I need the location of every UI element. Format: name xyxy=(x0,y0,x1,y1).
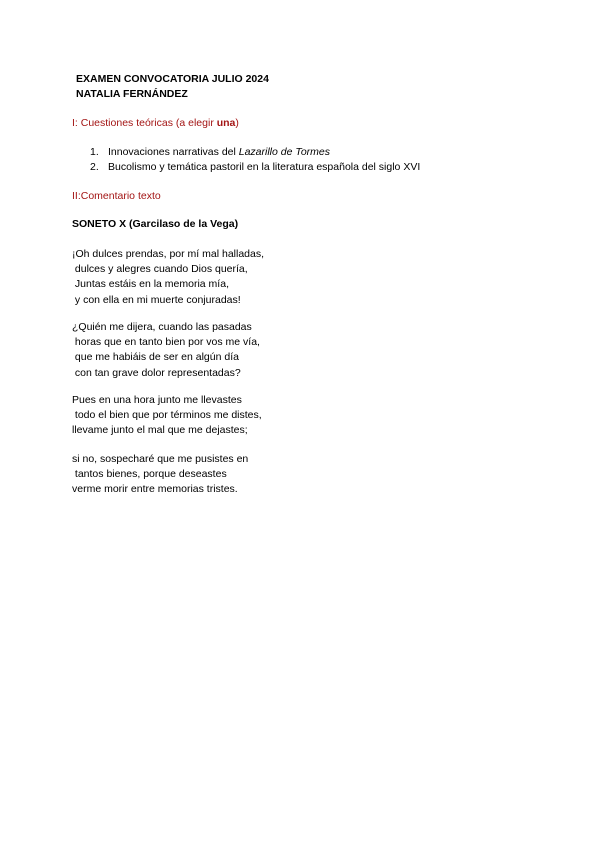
poem-stanza xyxy=(72,452,248,498)
section1-prefix: I: Cuestiones teóricas (a elegir xyxy=(72,117,217,129)
exam-header xyxy=(76,72,269,101)
section1-emphasis: una xyxy=(216,117,236,129)
list-item-number: 2. xyxy=(90,161,99,173)
list-item-text: Bucolismo y temática pastoril en la literatura española del siglo XVI xyxy=(108,161,421,173)
poem-stanza xyxy=(72,320,260,381)
poem-line: ¡Oh dulces prendas, por mí mal halladas, xyxy=(72,248,265,260)
list-item-text: Innovaciones narrativas del xyxy=(108,146,239,158)
question-list xyxy=(90,145,420,175)
poem-line: que me habiáis de ser en algún día xyxy=(72,351,239,364)
student-name: NATALIA FERNÁNDEZ xyxy=(76,87,188,100)
poem-line: llevame junto el mal que me dejastes; xyxy=(72,424,248,437)
section1-suffix: ) xyxy=(235,117,239,129)
poem-stanza xyxy=(72,247,264,308)
poem-line: todo el bien que por términos me distes, xyxy=(72,409,262,422)
poem-line: Pues en una hora junto me llevastes xyxy=(72,394,242,406)
poem-title: SONETO X (Garcilaso de la Vega) xyxy=(72,218,239,230)
list-item-italic-title: Lazarillo de Tormes xyxy=(238,146,330,158)
poem-line: con tan grave dolor representadas? xyxy=(72,366,241,379)
poem-line: ¿Quién me dijera, cuando las pasadas xyxy=(72,321,252,333)
section-theoretical-questions xyxy=(72,117,239,129)
exam-title: EXAMEN CONVOCATORIA JULIO 2024 xyxy=(76,73,269,85)
poem-line: horas que en tanto bien por vos me vía, xyxy=(72,336,260,349)
list-item-number: 1. xyxy=(90,146,99,158)
poem-line: dulces y alegres cuando Dios quería, xyxy=(72,263,248,276)
section-text-commentary: II:Comentario texto xyxy=(72,190,161,202)
poem-stanza xyxy=(72,393,262,439)
list-item xyxy=(90,145,420,160)
list-item xyxy=(90,160,420,175)
poem-line: tantos bienes, porque deseastes xyxy=(72,468,227,481)
poem-line: si no, sospecharé que me pusistes en xyxy=(72,453,249,465)
poem-line: verme morir entre memorias tristes. xyxy=(72,483,238,496)
poem-line: y con ella en mi muerte conjuradas! xyxy=(72,293,241,306)
poem-line: Juntas estáis en la memoria mía, xyxy=(72,278,229,291)
